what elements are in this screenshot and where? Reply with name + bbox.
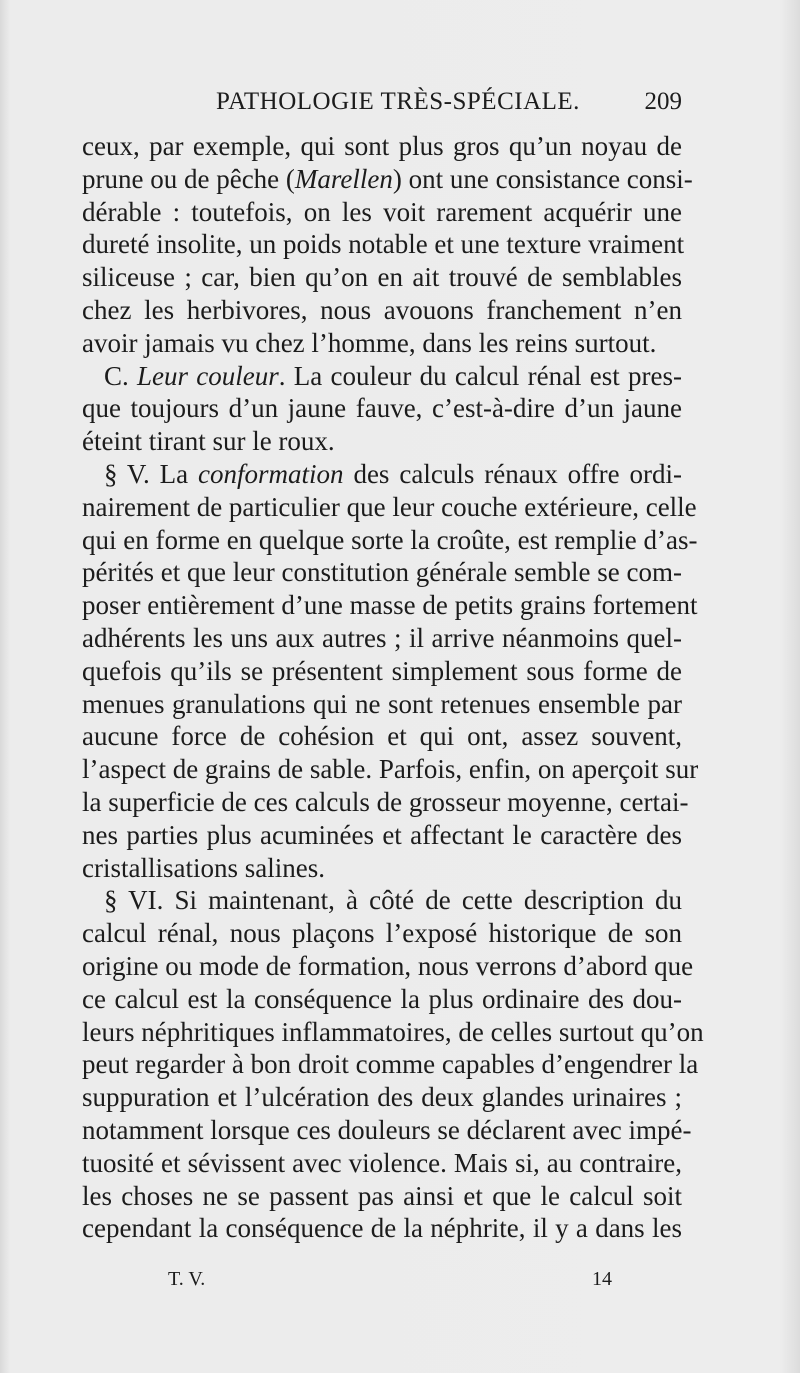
- text-segment: nairement de particulier que leur couche extérieure, celle: [82, 491, 697, 522]
- text-segment: aucune force de cohésion et qui ont, assez souvent,: [82, 721, 682, 752]
- text-line: [82, 1147, 682, 1180]
- text-segment: nes parties plus acuminées et affectant le caractère des: [82, 819, 682, 850]
- text-segment: calcul rénal, nous plaçons l’exposé historique de son: [82, 918, 682, 949]
- text-line: [82, 261, 682, 294]
- text-segment: la superficie de ces calculs de grosseur moyenne, certai-: [82, 786, 689, 817]
- text-segment: dureté insolite, un poids notable et une texture vraiment: [82, 229, 685, 260]
- text-segment: cristallisations salines.: [82, 852, 325, 883]
- text-line: [82, 458, 682, 491]
- text-segment: poser entièrement d’une masse de petits grains fortement: [82, 590, 698, 621]
- text-segment: cependant la conséquence de la néphrite, il y a dans les: [82, 1213, 682, 1244]
- text-line: [82, 130, 682, 163]
- page-footer: [82, 1268, 682, 1298]
- text-line: [82, 720, 682, 753]
- text-line: [82, 1081, 682, 1114]
- text-segment: chez les herbivores, nous avouons franchement n’en: [82, 294, 682, 325]
- page-number: 209: [644, 88, 682, 115]
- text-line: [82, 1016, 704, 1049]
- text-segment: suppuration et l’ulcération des deux glandes urinaires ;: [82, 1082, 682, 1113]
- text-line: [82, 524, 698, 557]
- text-line: [82, 228, 685, 261]
- text-line: [82, 753, 699, 786]
- text-line: [82, 786, 689, 819]
- text-segment: dérable : toutefois, on les voit rarement acquérir une: [82, 196, 682, 227]
- text-line: [82, 327, 682, 360]
- text-segment: . La couleur du calcul rénal est pres-: [278, 360, 683, 391]
- text-segment: éteint tirant sur le roux.: [82, 426, 335, 457]
- text-segment: ) ont une consistance consi-: [392, 163, 693, 194]
- running-title: PATHOLOGIE TRÈS-SPÉCIALE.: [216, 88, 580, 115]
- text-segment: § VI. Si maintenant, à côté de cette description du: [104, 885, 682, 916]
- text-line: [82, 1114, 692, 1147]
- text-line: [82, 852, 682, 885]
- text-line: [82, 360, 682, 393]
- text-line: [82, 163, 693, 196]
- text-segment: origine ou mode de formation, nous verrons d’abord que: [82, 950, 694, 981]
- text-segment: avoir jamais vu chez l’homme, dans les reins surtout.: [82, 327, 657, 358]
- text-segment: que toujours d’un jaune fauve, c’est-à-dire d’un jaune: [82, 393, 682, 424]
- text-segment: l’aspect de grains de sable. Parfois, enfin, on aperçoit sur: [82, 754, 699, 785]
- text-segment: siliceuse ; car, bien qu’on en ait trouvé de semblables: [82, 262, 682, 293]
- text-line: [82, 589, 698, 622]
- text-segment: ce calcul est la conséquence la plus ordinaire des dou-: [82, 983, 682, 1014]
- folio-mark: 14: [592, 1268, 612, 1290]
- text-segment: qui en forme en quelque sorte la croûte, est remplie d’as-: [82, 524, 698, 555]
- text-segment: leurs néphritiques inflammatoires, de celles surtout qu’on: [82, 1016, 704, 1047]
- text-segment: prune ou de pêche (: [82, 163, 295, 194]
- text-line: [82, 1180, 682, 1213]
- text-segment: pérités et que leur constitution générale semble se com-: [82, 557, 682, 588]
- text-segment: C.: [104, 360, 138, 391]
- text-line: [82, 884, 682, 917]
- text-line: [82, 425, 682, 458]
- text-segment: tuosité et sévissent avec violence. Mais si, au contraire,: [82, 1147, 682, 1178]
- text-line: [82, 1212, 682, 1245]
- text-line: [82, 983, 682, 1016]
- text-line: [82, 917, 682, 950]
- text-line: [82, 392, 682, 425]
- body-text: [82, 130, 704, 1245]
- text-line: [82, 1048, 699, 1081]
- signature-mark: T. V.: [168, 1268, 206, 1290]
- text-segment: notamment lorsque ces douleurs se déclarent avec impé-: [82, 1114, 692, 1145]
- text-segment: § V. La: [104, 458, 199, 489]
- text-line: [82, 950, 694, 983]
- text-segment: les choses ne se passent pas ainsi et que le calcul soit: [82, 1180, 682, 1211]
- text-line: [82, 655, 682, 688]
- italic-text-segment: Marellen: [294, 163, 393, 194]
- text-line: [82, 196, 682, 229]
- text-line: [82, 622, 682, 655]
- text-line: [82, 819, 682, 852]
- page-header: [82, 88, 682, 122]
- text-segment: quefois qu’ils se présentent simplement sous forme de: [82, 655, 682, 686]
- text-line: [82, 688, 682, 721]
- italic-text-segment: Leur couleur: [137, 360, 279, 391]
- text-line: [82, 491, 697, 524]
- text-segment: ceux, par exemple, qui sont plus gros qu’un noyau de: [82, 131, 682, 161]
- text-segment: des calculs rénaux offre ordi-: [343, 458, 682, 489]
- italic-text-segment: conformation: [198, 458, 344, 489]
- text-line: [82, 556, 682, 589]
- text-segment: menues granulations qui ne sont retenues ensemble par: [82, 688, 682, 719]
- text-segment: adhérents les uns aux autres ; il arrive néanmoins quel-: [82, 622, 682, 653]
- text-segment: peut regarder à bon droit comme capables d’engendrer la: [82, 1049, 699, 1080]
- text-line: [82, 294, 682, 327]
